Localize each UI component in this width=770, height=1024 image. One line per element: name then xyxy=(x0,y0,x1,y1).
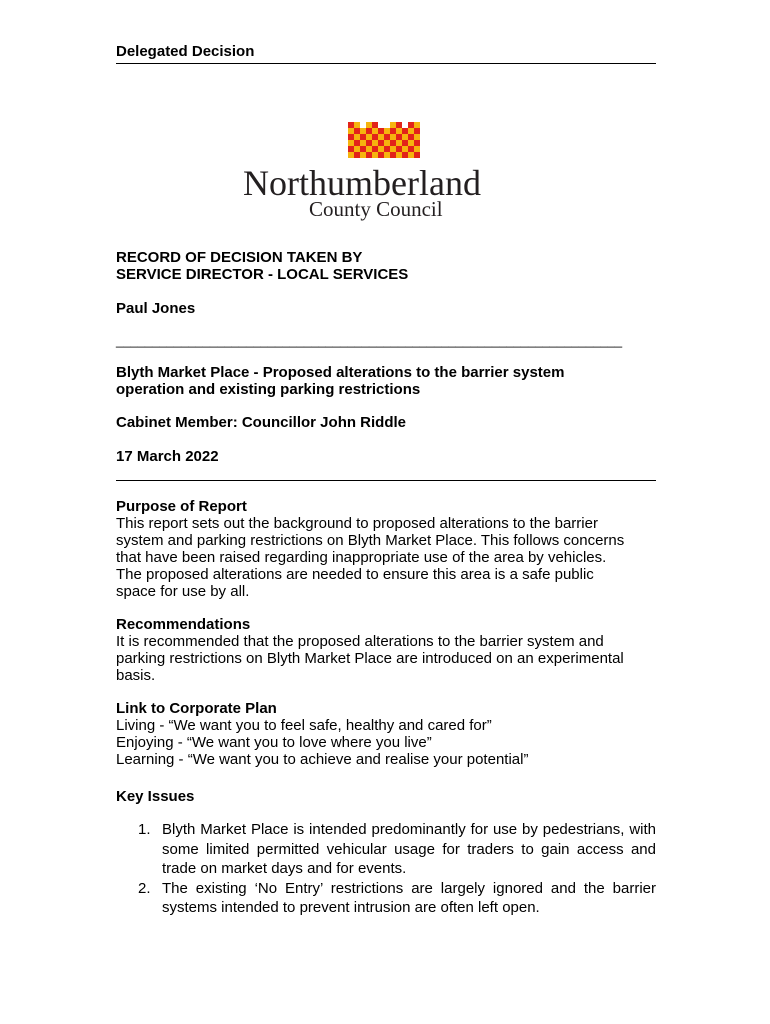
corporate-plan-line: Living - “We want you to feel safe, healthy and cared for” xyxy=(116,717,492,734)
list-item xyxy=(116,879,656,918)
recommendations-section xyxy=(116,616,656,684)
list-item-text: Blyth Market Place is intended predominantly for use by pedestrians, with some limited permitted vehicular usage for traders to gain access and trade on market days and for events. xyxy=(162,821,656,877)
recommendations-line: parking restrictions on Blyth Market Place are introduced on an experimental xyxy=(116,650,624,667)
list-item-number: 1. xyxy=(138,821,151,838)
list-item-number: 2. xyxy=(138,879,151,897)
corporate-plan-heading: Link to Corporate Plan xyxy=(116,700,277,717)
cabinet-member: Cabinet Member: Councillor John Riddle xyxy=(116,414,407,431)
purpose-line: that have been raised regarding inappropriate use of the area by vehicles. xyxy=(116,549,607,566)
record-title-line1: RECORD OF DECISION TAKEN BY xyxy=(116,249,363,266)
corporate-plan-line: Learning - “We want you to achieve and realise your potential” xyxy=(116,751,529,768)
decision-title-line2: operation and existing parking restrictions xyxy=(116,381,421,398)
record-title-line2: SERVICE DIRECTOR - LOCAL SERVICES xyxy=(116,266,409,283)
purpose-heading: Purpose of Report xyxy=(116,498,247,515)
recommendations-heading: Recommendations xyxy=(116,616,251,633)
list-item xyxy=(116,820,656,879)
logo-org-name: Northumberland xyxy=(243,163,481,203)
separator-line: ______________________________________________________________________ xyxy=(116,333,623,348)
header-rule xyxy=(116,63,656,64)
council-logo xyxy=(243,118,533,228)
decision-title-line1: Blyth Market Place - Proposed alterations to the barrier system xyxy=(116,364,565,381)
corporate-plan-section xyxy=(116,700,656,768)
key-issues-heading: Key Issues xyxy=(116,788,195,805)
corporate-plan-line: Enjoying - “We want you to love where you live” xyxy=(116,734,432,751)
purpose-line: system and parking restrictions on Blyth Market Place. This follows concerns xyxy=(116,532,625,549)
logo-org-subtitle: County Council xyxy=(309,197,443,221)
decision-maker-name: Paul Jones xyxy=(116,300,196,317)
council-crest-icon xyxy=(348,118,420,158)
decision-date: 17 March 2022 xyxy=(116,448,219,465)
purpose-line: space for use by all. xyxy=(116,583,250,600)
purpose-line: The proposed alterations are needed to ensure this area is a safe public xyxy=(116,566,594,583)
section-rule xyxy=(116,480,656,481)
recommendations-line: It is recommended that the proposed alterations to the barrier system and xyxy=(116,633,604,650)
recommendations-line: basis. xyxy=(116,667,156,684)
purpose-line: This report sets out the background to proposed alterations to the barrier xyxy=(116,515,598,532)
key-issues-list xyxy=(116,820,656,918)
header-label: Delegated Decision xyxy=(116,43,255,60)
list-item-text: The existing ‘No Entry’ restrictions are largely ignored and the barrier systems intended to prevent intrusion are often left open. xyxy=(162,879,656,916)
purpose-section xyxy=(116,498,656,600)
